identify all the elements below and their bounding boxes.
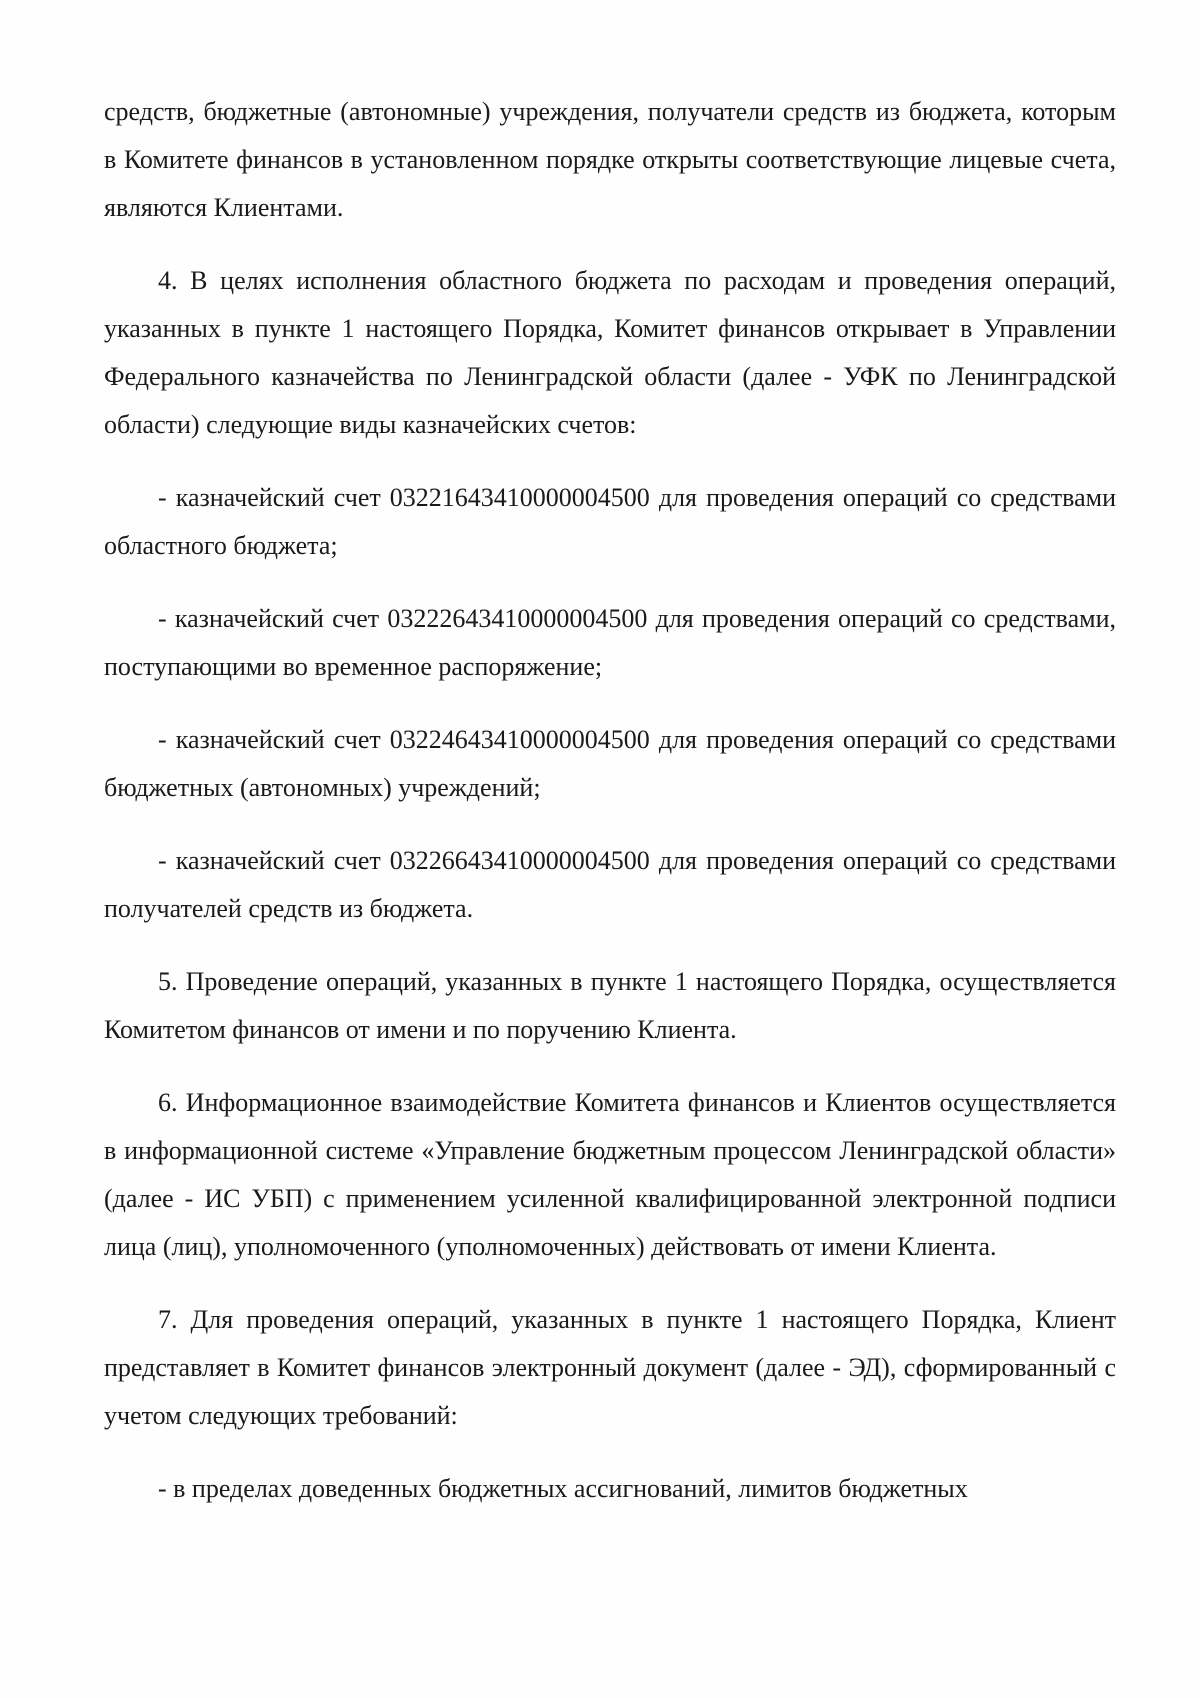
- list-item-account-budget-institutions: - казначейский счет 03224643410000004500 для проведения операций со средствами бюджетных (автономных) учреждений;: [104, 725, 1116, 802]
- list-item-account-regional-budget: - казначейский счет 03221643410000004500 для проведения операций со средствами областного бюджета;: [104, 483, 1116, 560]
- paragraph-7-electronic-document: 7. Для проведения операций, указанных в пункте 1 настоящего Порядка, Клиент представляет в Комитет финансов электронный документ (далее - ЭД), сформированный с учетом следующих требований:: [104, 1305, 1116, 1430]
- paragraph-6-information-exchange: 6. Информационное взаимодействие Комитета финансов и Клиентов осуществляется в информационной системе «Управление бюджетным процессом Ленинградской области» (далее - ИС УБП) с применением усиленной квалифицированной электронной подписи лица (лиц), уполномоченного (уполномоченных) действовать от имени Клиента.: [104, 1088, 1116, 1261]
- paragraph-clients-continuation: средств, бюджетные (автономные) учреждения, получатели средств из бюджета, которым в Комитете финансов в установленном порядке открыты соответствующие лицевые счета, являются Клиентами.: [104, 97, 1116, 222]
- paragraph-5-operations: 5. Проведение операций, указанных в пункте 1 настоящего Порядка, осуществляется Комитетом финансов от имени и по поручению Клиента.: [104, 967, 1116, 1044]
- list-item-account-fund-recipients: - казначейский счет 03226643410000004500 для проведения операций со средствами получателей средств из бюджета.: [104, 846, 1116, 923]
- list-item-account-temporary-disposal: - казначейский счет 03222643410000004500 для проведения операций со средствами, поступающими во временное распоряжение;: [104, 604, 1116, 681]
- document-body: [104, 88, 1116, 1513]
- paragraph-4-treasury-accounts: 4. В целях исполнения областного бюджета по расходам и проведения операций, указанных в пункте 1 настоящего Порядка, Комитет финансов открывает в Управлении Федерального казначейства по Ленинградской области (далее - УФК по Ленинградской области) следующие виды казначейских счетов:: [104, 266, 1116, 439]
- list-item-budget-limits: - в пределах доведенных бюджетных ассигнований, лимитов бюджетных: [158, 1474, 968, 1503]
